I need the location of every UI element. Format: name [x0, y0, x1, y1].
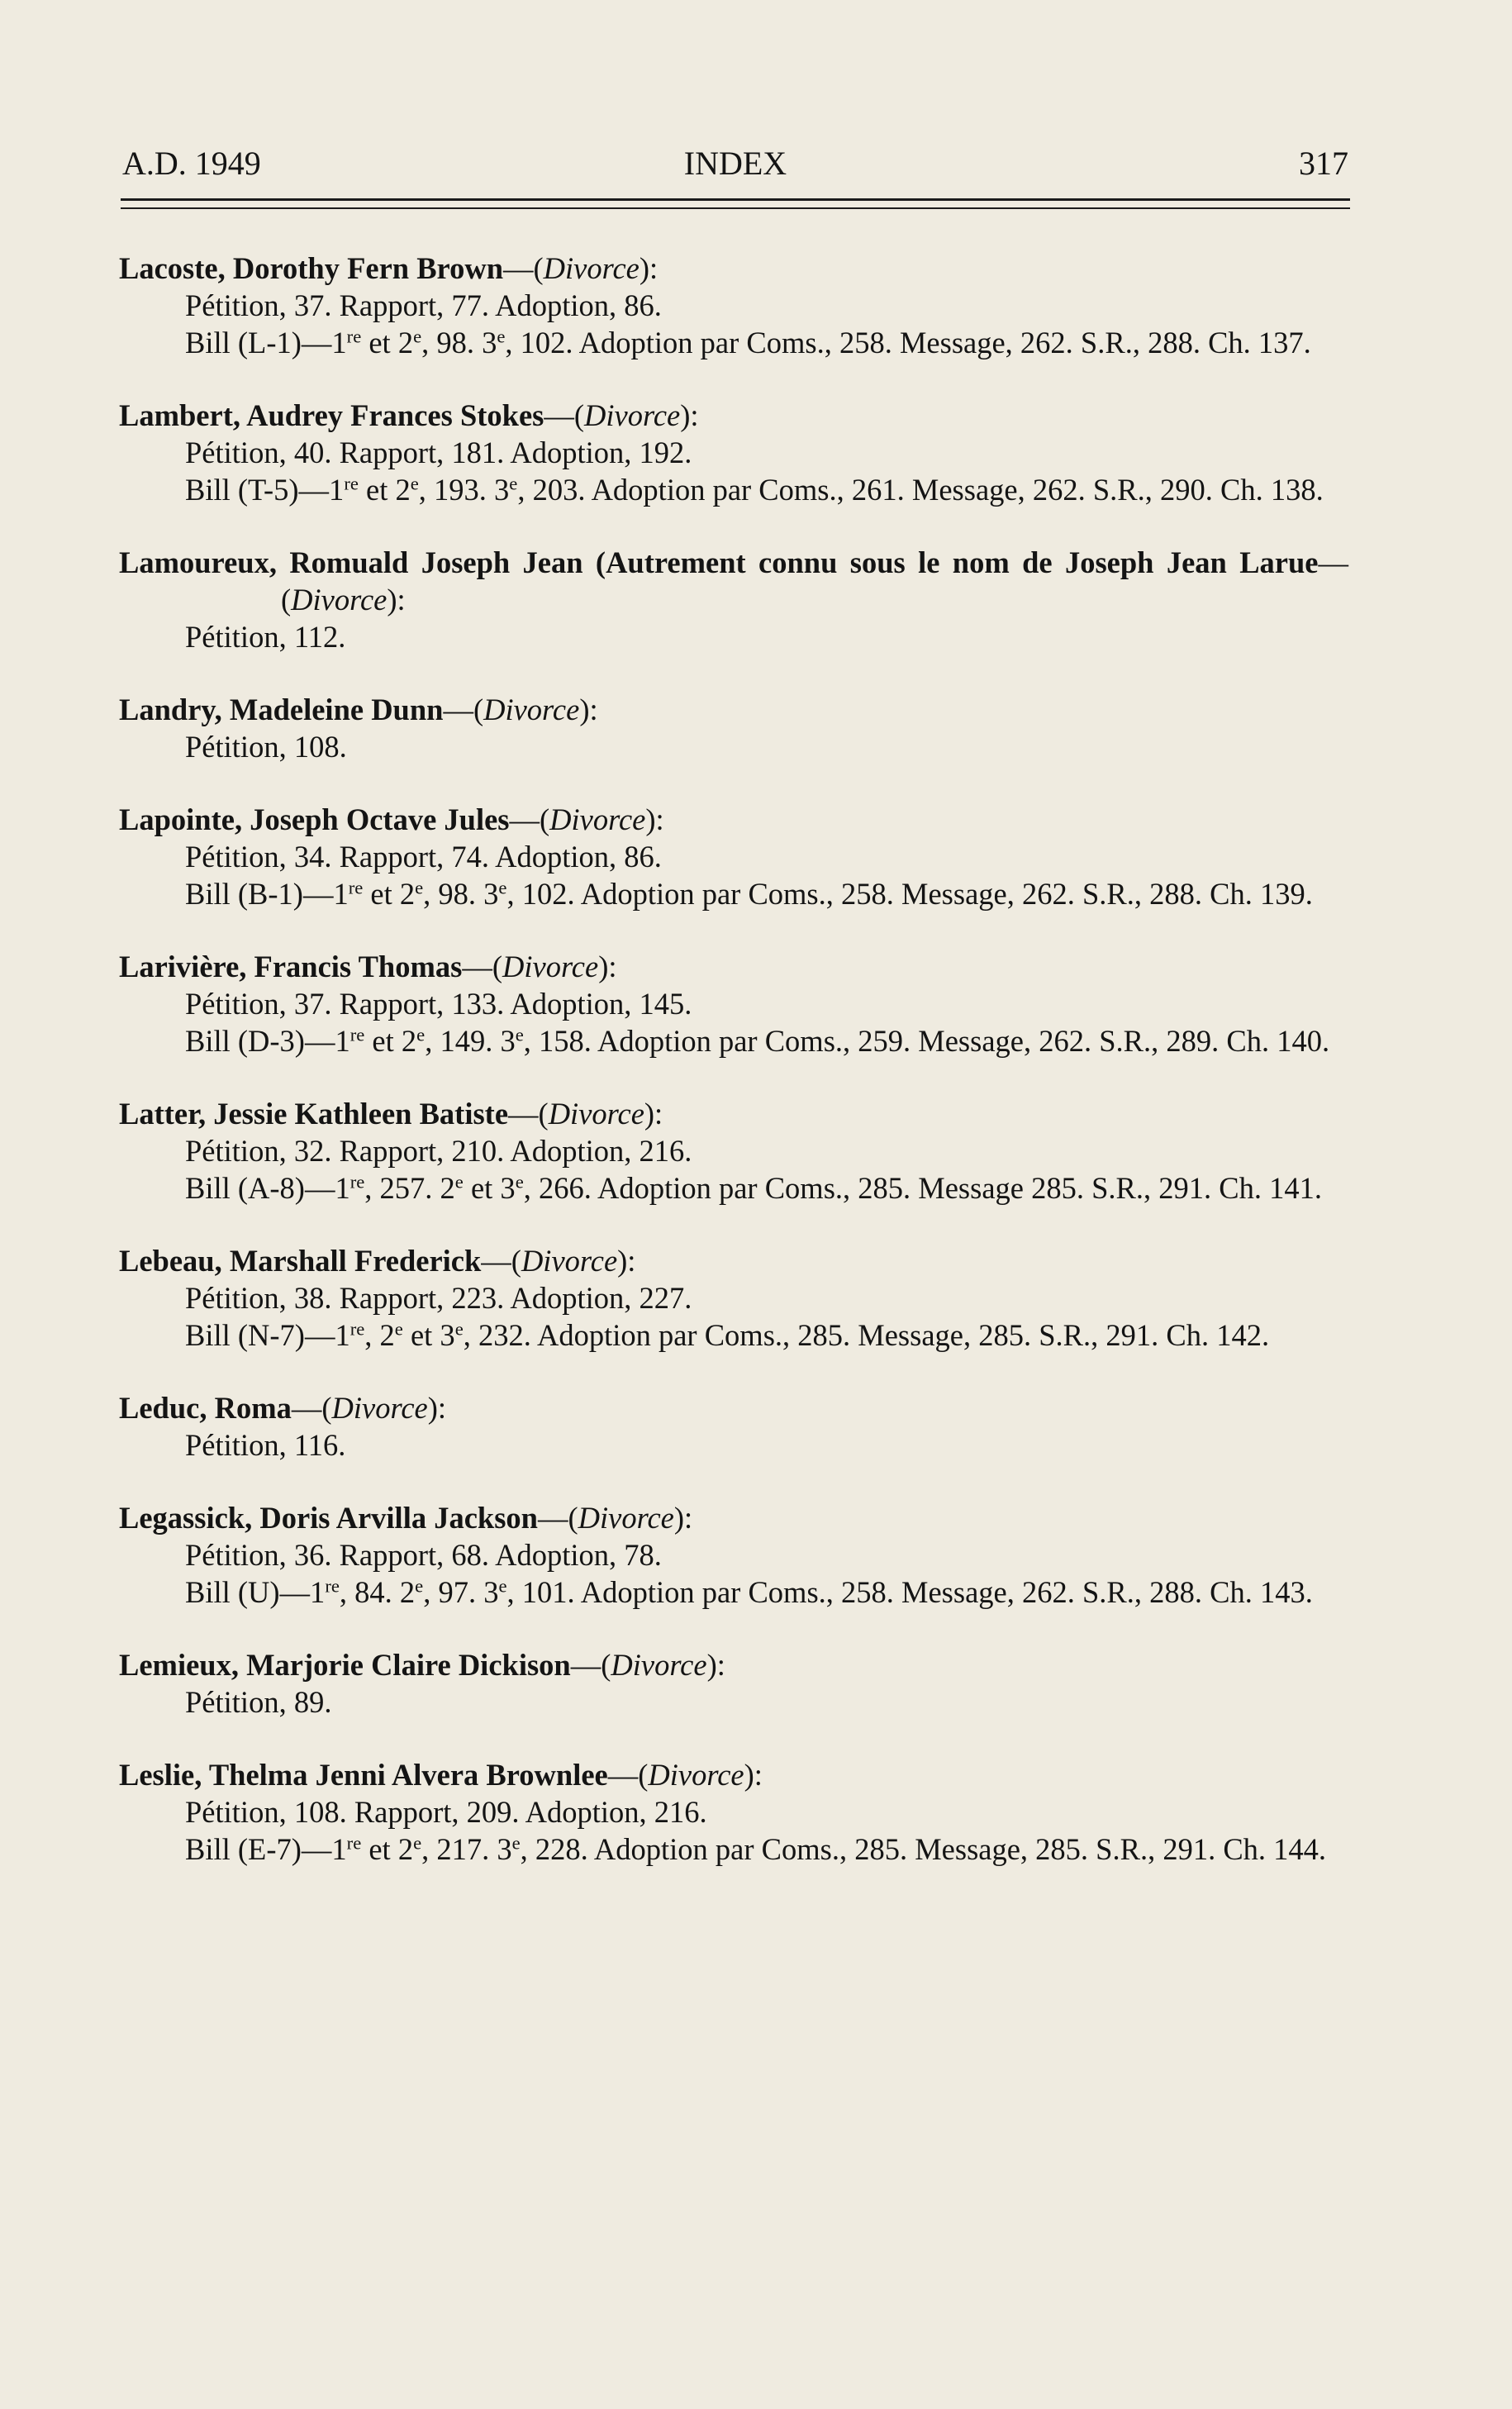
- entry-type: Divorce: [331, 1391, 428, 1425]
- entry-name: Leslie, Thelma Jenni Alvera Brownlee: [119, 1758, 608, 1792]
- entry-bill: Bill (L-1)—1re et 2e, 98. 3e, 102. Adoption par Coms., 258. Message, 262. S.R., 288. Ch. 137.: [185, 326, 1311, 359]
- entry-petition: Pétition, 116.: [185, 1428, 346, 1462]
- index-entry: [119, 1646, 1348, 1721]
- entry-heading: Lebeau, Marshall Frederick—(Divorce):: [119, 1244, 636, 1278]
- entry-petition: Pétition, 34. Rapport, 74. Adoption, 86.: [185, 840, 662, 874]
- entry-bill: Bill (D-3)—1re et 2e, 149. 3e, 158. Adoption par Coms., 259. Message, 262. S.R., 289. Ch. 140.: [185, 1024, 1330, 1058]
- entry-type: Divorce: [584, 398, 681, 432]
- entry-petition: Pétition, 37. Rapport, 77. Adoption, 86.: [185, 288, 662, 322]
- entry-heading: Leduc, Roma—(Divorce):: [119, 1391, 447, 1425]
- entry-heading: Lacoste, Dorothy Fern Brown—(Divorce):: [119, 251, 659, 285]
- entry-name: Legassick, Doris Arvilla Jackson: [119, 1501, 538, 1535]
- entry-bill: Bill (A-8)—1re, 257. 2e et 3e, 266. Adoption par Coms., 285. Message 285. S.R., 291. Ch. 141.: [185, 1171, 1322, 1205]
- entry-bill: Bill (E-7)—1re et 2e, 217. 3e, 228. Adoption par Coms., 285. Message, 285. S.R., 291. Ch. 144.: [185, 1832, 1327, 1866]
- entry-type: Divorce: [648, 1758, 744, 1792]
- entry-type: Divorce: [578, 1501, 674, 1535]
- entry-petition: Pétition, 38. Rapport, 223. Adoption, 227.: [185, 1281, 692, 1315]
- entry-heading: Lambert, Audrey Frances Stokes—(Divorce):: [119, 398, 699, 432]
- entry-bill: Bill (B-1)—1re et 2e, 98. 3e, 102. Adoption par Coms., 258. Message, 262. S.R., 288. Ch. 139.: [185, 877, 1313, 911]
- index-entries: [119, 250, 1348, 1903]
- entry-name: Latter, Jessie Kathleen Batiste: [119, 1097, 509, 1131]
- entry-heading: Landry, Madeleine Dunn—(Divorce):: [119, 693, 598, 726]
- entry-bill: Bill (U)—1re, 84. 2e, 97. 3e, 101. Adoption par Coms., 258. Message, 262. S.R., 288. Ch. 143.: [185, 1575, 1313, 1609]
- entry-petition: Pétition, 37. Rapport, 133. Adoption, 145.: [185, 987, 692, 1021]
- page-header: [122, 142, 1348, 185]
- entry-name: Leduc, Roma: [119, 1391, 292, 1425]
- entry-heading: Leslie, Thelma Jenni Alvera Brownlee—(Divorce):: [119, 1758, 763, 1792]
- index-entry: [119, 1095, 1348, 1207]
- entry-heading: Larivière, Francis Thomas—(Divorce):: [119, 950, 617, 983]
- entry-heading: Legassick, Doris Arvilla Jackson—(Divorce):: [119, 1501, 693, 1535]
- entry-name: Lemieux, Marjorie Claire Dickison: [119, 1648, 571, 1682]
- entry-type: Divorce: [611, 1648, 707, 1682]
- entry-bill: Bill (N-7)—1re, 2e et 3e, 232. Adoption par Coms., 285. Message, 285. S.R., 291. Ch. 142.: [185, 1318, 1270, 1352]
- entry-type: Divorce: [291, 583, 388, 617]
- index-entry: [119, 1756, 1348, 1868]
- index-entry: [119, 250, 1348, 361]
- entry-name: Larivière, Francis Thomas: [119, 950, 463, 983]
- entry-petition: Pétition, 108. Rapport, 209. Adoption, 216.: [185, 1795, 707, 1829]
- entry-type: Divorce: [483, 693, 580, 726]
- entry-type: Divorce: [521, 1244, 618, 1278]
- entry-petition: Pétition, 112.: [185, 620, 346, 654]
- entry-petition: Pétition, 32. Rapport, 210. Adoption, 216.: [185, 1134, 692, 1168]
- entry-name: Lambert, Audrey Frances Stokes: [119, 398, 544, 432]
- entry-petition: Pétition, 36. Rapport, 68. Adoption, 78.: [185, 1538, 662, 1572]
- header-double-rule: [121, 198, 1350, 209]
- entry-name: Lapointe, Joseph Octave Jules: [119, 802, 510, 836]
- index-entry: [119, 1499, 1348, 1611]
- header-page-number: 317: [1299, 145, 1348, 182]
- entry-name: Lebeau, Marshall Frederick: [119, 1244, 482, 1278]
- header-title: INDEX: [683, 145, 787, 182]
- entry-petition: Pétition, 108.: [185, 730, 347, 764]
- index-entry: [119, 1242, 1348, 1354]
- entry-name: Lacoste, Dorothy Fern Brown: [119, 251, 504, 285]
- entry-heading: Latter, Jessie Kathleen Batiste—(Divorce):: [119, 1097, 663, 1131]
- index-entry: [119, 397, 1348, 508]
- index-entry: [119, 801, 1348, 912]
- index-entry: [119, 544, 1348, 655]
- entry-petition: Pétition, 40. Rapport, 181. Adoption, 192.: [185, 436, 692, 469]
- entry-name: Landry, Madeleine Dunn: [119, 693, 444, 726]
- entry-type: Divorce: [548, 1097, 644, 1131]
- index-entry: [119, 948, 1348, 1059]
- entry-type: Divorce: [502, 950, 599, 983]
- entry-petition: Pétition, 89.: [185, 1685, 332, 1719]
- entry-type: Divorce: [543, 251, 640, 285]
- entry-heading: Lamoureux, Romuald Joseph Jean (Autrement connu sous le nom de Joseph Jean Larue—(Divorce):: [119, 545, 1348, 617]
- entry-bill: Bill (T-5)—1re et 2e, 193. 3e, 203. Adoption par Coms., 261. Message, 262. S.R., 290. Ch. 138.: [185, 473, 1324, 507]
- entry-name: Lamoureux, Romuald Joseph Jean (Autrement connu sous le nom de Joseph Jean Larue: [119, 545, 1319, 579]
- index-entry: [119, 1389, 1348, 1464]
- entry-type: Divorce: [549, 802, 646, 836]
- header-year: A.D. 1949: [122, 145, 261, 182]
- entry-heading: Lemieux, Marjorie Claire Dickison—(Divorce):: [119, 1648, 725, 1682]
- index-entry: [119, 691, 1348, 765]
- entry-heading: Lapointe, Joseph Octave Jules—(Divorce):: [119, 802, 664, 836]
